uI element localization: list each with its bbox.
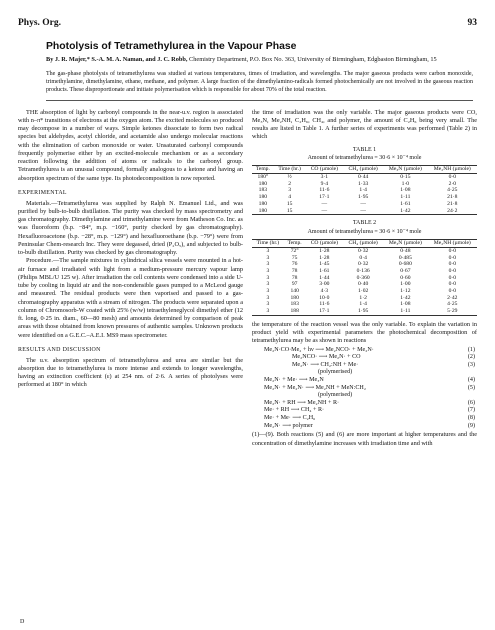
table2-cell: 78	[291, 267, 298, 274]
author-affiliation: Chemistry Department, P.O. Box No. 363, University of Birmingham, Edgbaston Birmingham, 15	[189, 56, 437, 63]
equation-text: Me₂NCO· ⟶ Me₂N· + CO	[292, 354, 361, 361]
table2-cell: 4·3	[320, 288, 329, 295]
table1-row	[252, 174, 477, 181]
table1-cell: ½	[287, 174, 292, 181]
table1-header-cell: Time (hr.)	[274, 166, 306, 174]
table1-cell: 1·0	[401, 180, 410, 187]
reaction-equations	[252, 347, 477, 431]
table2-cell: 0·67	[400, 267, 411, 274]
table2-subtitle: Amount of tetramethylurea = 30·6 × 10⁻⁴ mole	[307, 229, 422, 236]
table1-header-cell: Me₂NH (µmole)	[428, 166, 477, 174]
reaction-equation	[252, 377, 477, 385]
abstract: The gas-phase photolysis of tetramethylurea was studied at various temperatures, times of irradiation, and wavelengths. The major gaseous products were carbon monoxide, trimethylamine, dimethylamine, ethane, methane, and polymer. A large fraction of the dimethylamino-radicals formed photochemically are not involved in the gaseous reaction products. These disproportionate and initiate polymerisation which is responsible for about 70% of the total reaction.	[46, 71, 473, 93]
equation-note: (polymerised)	[318, 392, 353, 399]
table2-cell: 0·680	[398, 261, 412, 268]
table2-row	[252, 268, 477, 275]
table2-row	[252, 261, 477, 268]
table1-cell: 4·25	[447, 187, 458, 194]
table1-cell: 183	[258, 187, 268, 194]
equation-text: Me₂N· + Me· ⟶ Me₃N	[264, 377, 324, 384]
table1-cell: 17·1	[319, 194, 330, 201]
equation-text: Me₂N· ⟶ polymer	[264, 422, 313, 429]
table1-cell: 2	[288, 180, 292, 187]
table2-cell: 2·42	[447, 294, 458, 301]
table2-row	[252, 301, 477, 308]
table1-cell: 15	[274, 208, 306, 215]
table2-cell: 0·40	[358, 281, 369, 288]
table2-cell: 0·360	[356, 274, 370, 281]
table1-cell: 2·0	[448, 180, 457, 187]
table1-cell: 1·61	[400, 200, 411, 207]
table2-cell: 1·11	[383, 308, 427, 315]
table2-row	[252, 275, 477, 282]
reaction-equation	[252, 407, 477, 415]
table1-cell: 1·08	[400, 187, 411, 194]
table2-cell: 0·0	[448, 288, 457, 295]
equation-text: Me₂N·CO·Me₂ + hν ⟶ Me₂NCO· + Me₂N·	[264, 346, 374, 353]
table2-cell: 0·0	[448, 261, 457, 268]
table1-header-cell: Temp.	[252, 166, 274, 174]
table2-cell: 0·4	[359, 254, 367, 261]
equation-text: Me₂N· + RH ⟶ Me₂NH + R·	[264, 399, 340, 406]
equation-text: Me₂N· ⟶ CH₂:NH + Me·	[292, 361, 359, 368]
table2-row	[252, 255, 477, 262]
table2-cell: 1·45	[319, 261, 330, 268]
table2-cell: 1·42	[400, 294, 411, 301]
table1-cell: 21·8	[447, 194, 458, 201]
reaction-equation	[252, 354, 477, 362]
table2-cell: 0·32	[358, 247, 369, 254]
equation-number: (5)	[467, 384, 475, 391]
table1-cell: 180	[258, 200, 268, 207]
table1-cell: —	[306, 208, 344, 215]
table2-cell: 78	[291, 274, 298, 281]
equation-text: Me· + RH ⟶ CH₄ + R·	[264, 407, 325, 414]
author-names: By J. R. Majer,* S.-A. M. A. Naman, and J. C. Robb,	[46, 56, 188, 63]
table1-cell: 4	[288, 194, 292, 201]
footer-signature: D	[20, 619, 25, 625]
table2-cell: 0·0	[448, 254, 457, 261]
reaction-equation	[252, 423, 477, 431]
results-heading: RESULTS AND DISCUSSION	[18, 346, 101, 353]
table1-header-cell: CO (µmole)	[306, 166, 344, 174]
left-column	[18, 109, 243, 448]
mechanism-paragraph: the temperature of the reaction vessel was the only variable. To explain the variation in product yield with experimental parameters the photochemical decomposition of tetramethylurea may be as shown in reactions	[252, 320, 477, 345]
journal-name: Phys. Org.	[18, 18, 62, 28]
page-number: 93	[467, 18, 477, 28]
table1-cell: 1·42	[383, 208, 427, 215]
results-paragraph: The u.v. absorption spectrum of tetramethylurea and urea are similar but the absorption due to tetramethylurea is more intense and extends to longer wavelengths, having an extinction coefficient (ε) at 254 nm. of 2·6. A series of photolyses were performed at 180° in which	[18, 356, 243, 389]
table1-body	[252, 174, 477, 215]
table2-cell: 1·08	[400, 301, 411, 308]
body-columns	[18, 109, 477, 448]
equation-number: (9)	[467, 422, 475, 429]
equation-number: (3)	[467, 361, 475, 368]
table2-cell: 1·44	[319, 274, 330, 281]
table2-row	[252, 308, 477, 315]
table2-cell: 1·2	[359, 294, 367, 301]
table2-cell: 3	[252, 308, 284, 315]
table2-cell: 140	[290, 288, 299, 295]
table2-header-cell: Me₃N (µmole)	[383, 240, 427, 248]
equation-number: (8)	[467, 415, 475, 422]
table2-cell: 3	[266, 267, 270, 274]
table1-cell: 1·4	[359, 187, 367, 194]
table1-row	[252, 208, 477, 215]
table2-cell: 0·485	[398, 254, 412, 261]
table1-cell: —	[321, 200, 328, 207]
table2-title: TABLE 2	[352, 220, 377, 227]
table2-cell: 5·29	[428, 308, 477, 315]
table2-cell: 188	[284, 308, 306, 315]
reaction-equation	[252, 415, 477, 423]
table2-cell: 3	[266, 281, 270, 288]
equation-note: (polymerised)	[318, 369, 353, 376]
intro-paragraph: THE absorption of light by carbonyl compounds in the near-u.v. region is associated with n–π* transitions of electrons at the oxygen atom. The excited molecules so produced may decompose in a number of ways. Simple ketones dissociate to form two radical species but aldehydes, acetyl chloride, and acetamide also undergo molecular reactions with the elimination of carbon monoxide or water. Unsaturated carbonyl compounds frequently polymerise either by an excited-molecule mechanism or as a secondary reaction following the addition of atoms or radicals to the carbonyl group. Tetramethylurea is an unusual compound, formally analogous to a ketone and having an absorption spectrum of the same type. Its photodecomposition is now reported.	[18, 108, 243, 182]
author-line	[46, 56, 477, 64]
table2-header-cell: Temp.	[284, 240, 306, 248]
table2-cell: 1·95	[343, 308, 383, 315]
table2-cell: 0·0	[448, 247, 457, 254]
table2-cell: 4·25	[447, 301, 458, 308]
table2-cell: 0·136	[356, 267, 370, 274]
table1-cell: 0·0	[448, 174, 457, 181]
table1-cell: 24·2	[428, 208, 477, 215]
table2-row	[252, 295, 477, 302]
table2-cell: 1·12	[400, 288, 411, 295]
table1-cell: 1·33	[358, 180, 369, 187]
table1-cell: 180	[258, 194, 268, 201]
table2-cell: 3	[266, 294, 270, 301]
right-column	[252, 109, 477, 448]
equation-text: Me₂N· + Me₂N· ⟶ Me₂NH + MeN:CH₂	[264, 384, 366, 391]
table1-header-cell: Me₃N (µmole)	[383, 166, 427, 174]
table2-row	[252, 288, 477, 295]
table1-cell: 21·8	[447, 200, 458, 207]
table1-title: TABLE 1	[352, 146, 377, 153]
table1-row	[252, 201, 477, 208]
table2-cell: 3	[266, 301, 270, 308]
table2-cell: 3	[266, 274, 270, 281]
table2-cell: 183	[290, 301, 299, 308]
table2	[252, 239, 477, 316]
reaction-equation	[252, 385, 477, 393]
equation-number: (2)	[467, 354, 475, 361]
table1-row	[252, 181, 477, 188]
table1-cell: 1·11	[400, 194, 411, 201]
table1-cell: —	[343, 208, 383, 215]
experimental-heading: EXPERIMENTAL	[18, 189, 67, 196]
table1-cell: 3·1	[320, 174, 329, 181]
reaction-equation	[252, 400, 477, 408]
table1	[252, 165, 477, 215]
reaction-equation	[252, 347, 477, 355]
table2-cell: 180	[290, 294, 299, 301]
table2-cell: 0·0	[448, 267, 457, 274]
reaction-equation	[252, 362, 477, 370]
table2-body	[252, 247, 477, 315]
table2-header-cell: CH₄ (µmole)	[343, 240, 383, 248]
table1-subtitle: Amount of tetramethylurea = 30·6 × 10⁻⁴ mole	[307, 155, 422, 162]
table2-header-cell: CO (µmole)	[306, 240, 344, 248]
table2-cell: 3	[266, 247, 270, 254]
table2-cell: 1·28	[319, 247, 330, 254]
table2-header-cell: Me₂NH (µmole)	[428, 240, 477, 248]
equation-number: (7)	[467, 407, 475, 414]
table2-row	[252, 281, 477, 288]
table2-cell: 0·60	[400, 274, 411, 281]
table2-cell: 75	[291, 254, 298, 261]
table1-cell: 180	[252, 208, 274, 215]
table1-row	[252, 194, 477, 201]
table1-cell: 0·44	[358, 174, 369, 181]
table2-cell: 72°	[290, 247, 299, 254]
table2-cell: 3	[266, 288, 270, 295]
table1-cell: 0·15	[400, 174, 411, 181]
equation-number: (6)	[467, 399, 475, 406]
table1-cell: 9·4	[320, 180, 329, 187]
table2-cell: 0·32	[358, 261, 369, 268]
table1-cell: 11·6	[319, 187, 330, 194]
final-paragraph: (1)—(9). Both reactions (5) and (6) are more important at higher temperatures and the concentration of dimethylamine increases with irradiation time and with	[252, 431, 477, 447]
table1-cell: 15	[286, 200, 293, 207]
table1-cell: 180	[258, 180, 268, 187]
table1-cell: —	[360, 200, 366, 207]
table2-cell: 1·4	[359, 301, 367, 308]
procedure-paragraph: Procedure.—The sample mixtures in cylindrical silica vessels were mounted in a hot-air furnace and irradiated with light from a medium-pressure mercury vapour lamp (Philips MBL/U 125 w). After irradiation the cell contents were condensed into a side U-tube by cooling in liquid air and the non-condensible gases pumped to a McLeod gauge and measured. The residual products were then vaporised and passed to a gas-chromatography apparatus with a stream of nitrogen. The products were separated upon a column of Chromosorb-W coated with 25% (w/w) tetraethyleneglycol dimethyl ether (12 ft. long, 0·25 in. diam., 60—80 mesh) and amounts determined by comparison of peak areas with those obtained from known pressures of authentic samples. Unknown products were identified on a G.E.C.–A.E.I. MS9 mass spectrometer.	[18, 257, 243, 339]
table2-cell: 1·00	[400, 281, 411, 288]
table2-header-cell: Time (hr.)	[252, 240, 284, 248]
table2-cell: 1·61	[319, 267, 330, 274]
article-title: Photolysis of Tetramethylurea in the Vapour Phase	[46, 41, 297, 52]
table1-row	[252, 187, 477, 194]
equation-number: (1)	[467, 346, 475, 353]
table1-cell: 3	[288, 187, 292, 194]
table2-cell: 1·28	[319, 254, 330, 261]
table2-cell: 0·0	[448, 281, 457, 288]
table2-cell: 1·02	[358, 288, 369, 295]
table2-cell: 97	[291, 281, 298, 288]
running-header	[18, 18, 477, 32]
table2-cell: 3·00	[319, 281, 330, 288]
table2-cell: 0·48	[400, 247, 411, 254]
materials-paragraph: Materials.—Tetramethylurea was supplied by Ralph N. Emanuel Ltd., and was purified by bulb-to-bulb distillation. The purity was checked by mass spectrometry and gas chromatography. Dimethylamine and trimethylamine were from Matheson Co. Inc. as was fluoroform (b.p. −84°, m.p. −160°, purity checked by gas chromatography). Hexafluoroacetone (b.p. −28°, m.p. −129°) and hexafluoroethane (b.p. −79°) were from Peninsular Chem-research Inc. They were degassed, dried (P₂O₅), and subjected to bulb-to-bulb distillation. Purity was checked by gas chromatography.	[18, 199, 243, 257]
table1-cell: 1·95	[358, 194, 369, 201]
table2-cell: 17·1	[306, 308, 344, 315]
abstract-divider	[46, 100, 473, 101]
table1-header-cell: CH₄ (µmole)	[343, 166, 383, 174]
table1-cell: 180°	[257, 174, 269, 181]
table2-cell: 3	[266, 261, 270, 268]
table2-cell: 10·0	[319, 294, 330, 301]
continuation-paragraph: the time of irradiation was the only variable. The major gaseous products were CO, Me₃N, Me₂NH, C₂H₆, CH₄, and polymer, the amount of C₂H₆ being very small. The results are listed in Table 1. A further series of experiments was performed (Table 2) in which	[252, 108, 477, 141]
table2-cell: 76	[291, 261, 298, 268]
equation-number: (4)	[467, 377, 475, 384]
table2-cell: 0·0	[448, 274, 457, 281]
table2-row	[252, 247, 477, 254]
equation-text: Me· + Me· ⟶ C₂H₆	[264, 415, 316, 422]
table2-cell: 11·6	[319, 301, 330, 308]
table2-cell: 3	[266, 254, 270, 261]
